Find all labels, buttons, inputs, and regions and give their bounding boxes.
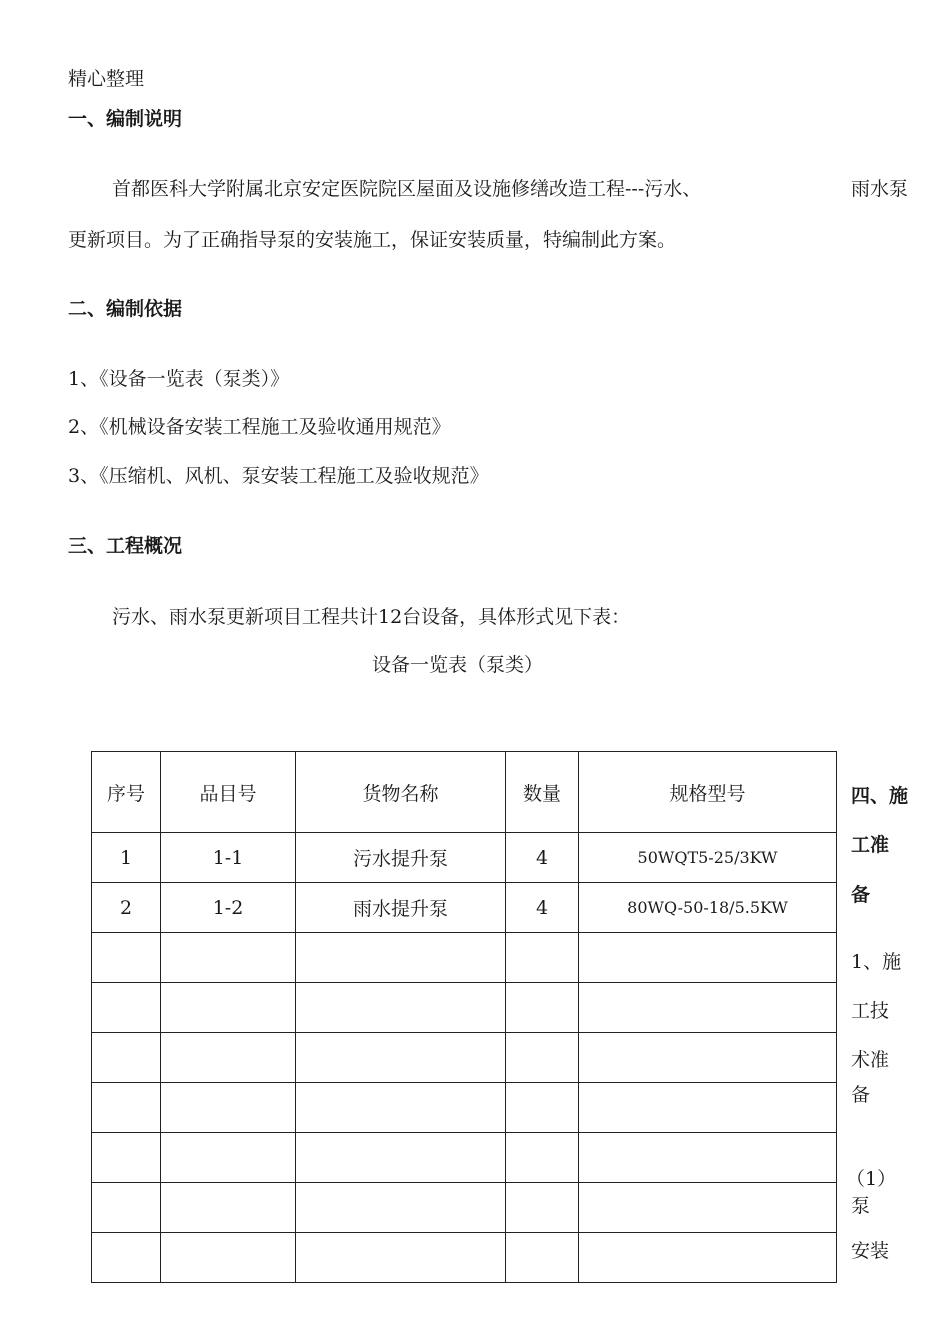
table-cell: 1: [92, 833, 161, 883]
table-cell: [506, 933, 579, 983]
table-cell: [506, 1183, 579, 1233]
table-header-row: [92, 752, 837, 833]
table-cell: [92, 983, 161, 1033]
table-cell: [161, 983, 296, 1033]
page-header-label: 精心整理: [68, 68, 145, 90]
section-heading-3: 三、工程概况: [68, 535, 183, 557]
table-cell: [92, 1183, 161, 1233]
table-cell: [579, 1133, 837, 1183]
table-row: [92, 933, 837, 983]
table-cell: [579, 1083, 837, 1133]
table-cell: [296, 1183, 506, 1233]
table-header-cell: 品目号: [161, 752, 296, 833]
table-cell: [296, 983, 506, 1033]
section-heading-1: 一、编制说明: [68, 108, 183, 130]
table-row: [92, 833, 837, 883]
side-item-line: 泵: [851, 1195, 871, 1217]
table-cell: [579, 983, 837, 1033]
section-heading-2: 二、编制依据: [68, 298, 183, 320]
table-cell: [161, 1083, 296, 1133]
table-cell: [506, 1033, 579, 1083]
reference-item-1: 1、《设备一览表（泵类）》: [68, 368, 290, 390]
table-cell: 雨水提升泵: [296, 883, 506, 933]
table-cell: [579, 933, 837, 983]
table-cell: [161, 933, 296, 983]
reference-item-3: 3、《压缩机、风机、泵安装工程施工及验收规范》: [68, 465, 489, 487]
side-subheading-line: 术准: [851, 1049, 890, 1071]
table-cell: 50WQT5-25/3KW: [579, 833, 837, 883]
side-clipped-text: 安装: [851, 1240, 890, 1262]
table-cell: [296, 933, 506, 983]
table-row: [92, 983, 837, 1033]
table-cell: 80WQ-50-18/5.5KW: [579, 883, 837, 933]
table-row: [92, 1083, 837, 1133]
table-cell: [296, 1033, 506, 1083]
table-row: [92, 1183, 837, 1233]
table-cell: [506, 983, 579, 1033]
section3-paragraph: 污水、雨水泵更新项目工程共计12台设备，具体形式见下表：: [112, 606, 631, 628]
table-cell: [92, 1233, 161, 1283]
table-cell: [506, 1083, 579, 1133]
table-header-cell: 规格型号: [579, 752, 837, 833]
side-subheading-line: 1、施: [851, 951, 902, 973]
table-cell: [161, 1183, 296, 1233]
table-cell: [296, 1233, 506, 1283]
side-subheading-line: 备: [851, 1084, 871, 1106]
table-header-cell: 序号: [92, 752, 161, 833]
table-cell: 1-2: [161, 883, 296, 933]
table-cell: [579, 1183, 837, 1233]
table-cell: [92, 1133, 161, 1183]
table-cell: 4: [506, 833, 579, 883]
table-cell: 2: [92, 883, 161, 933]
table-cell: [161, 1033, 296, 1083]
table-header-cell: 货物名称: [296, 752, 506, 833]
table-cell: 污水提升泵: [296, 833, 506, 883]
table-row: [92, 1233, 837, 1283]
table-cell: [161, 1133, 296, 1183]
section1-paragraph-line1: 首都医科大学附属北京安定医院院区屋面及设施修缮改造工程---污水、: [112, 178, 702, 200]
table-cell: [92, 933, 161, 983]
table-row: [92, 883, 837, 933]
table-cell: [579, 1033, 837, 1083]
side-heading-line: 工准: [851, 834, 890, 856]
table-cell: [506, 1233, 579, 1283]
table-cell: [92, 1083, 161, 1133]
table-cell: 1-1: [161, 833, 296, 883]
table-cell: [579, 1233, 837, 1283]
table-cell: [506, 1133, 579, 1183]
side-heading-line: 四、施: [851, 785, 909, 807]
side-heading-line: 备: [851, 884, 871, 906]
side-item-line: （1）: [846, 1168, 897, 1190]
table-cell: [296, 1083, 506, 1133]
reference-item-2: 2、《机械设备安装工程施工及验收通用规范》: [68, 416, 451, 438]
table-cell: [92, 1033, 161, 1083]
table-row: [92, 1033, 837, 1083]
table-cell: [161, 1233, 296, 1283]
side-subheading-line: 工技: [851, 1000, 890, 1022]
section1-paragraph-line1-tail: 雨水泵: [851, 178, 909, 200]
table-title: 设备一览表（泵类）: [372, 654, 544, 676]
table-cell: [296, 1133, 506, 1183]
side-clipped-line: [849, 1236, 909, 1262]
table-header-cell: 数量: [506, 752, 579, 833]
section1-paragraph-line2: 更新项目。为了正确指导泵的安装施工，保证安装质量，特编制此方案。: [68, 229, 677, 251]
table-cell: 4: [506, 883, 579, 933]
equipment-table: [91, 751, 837, 1283]
table-row: [92, 1133, 837, 1183]
